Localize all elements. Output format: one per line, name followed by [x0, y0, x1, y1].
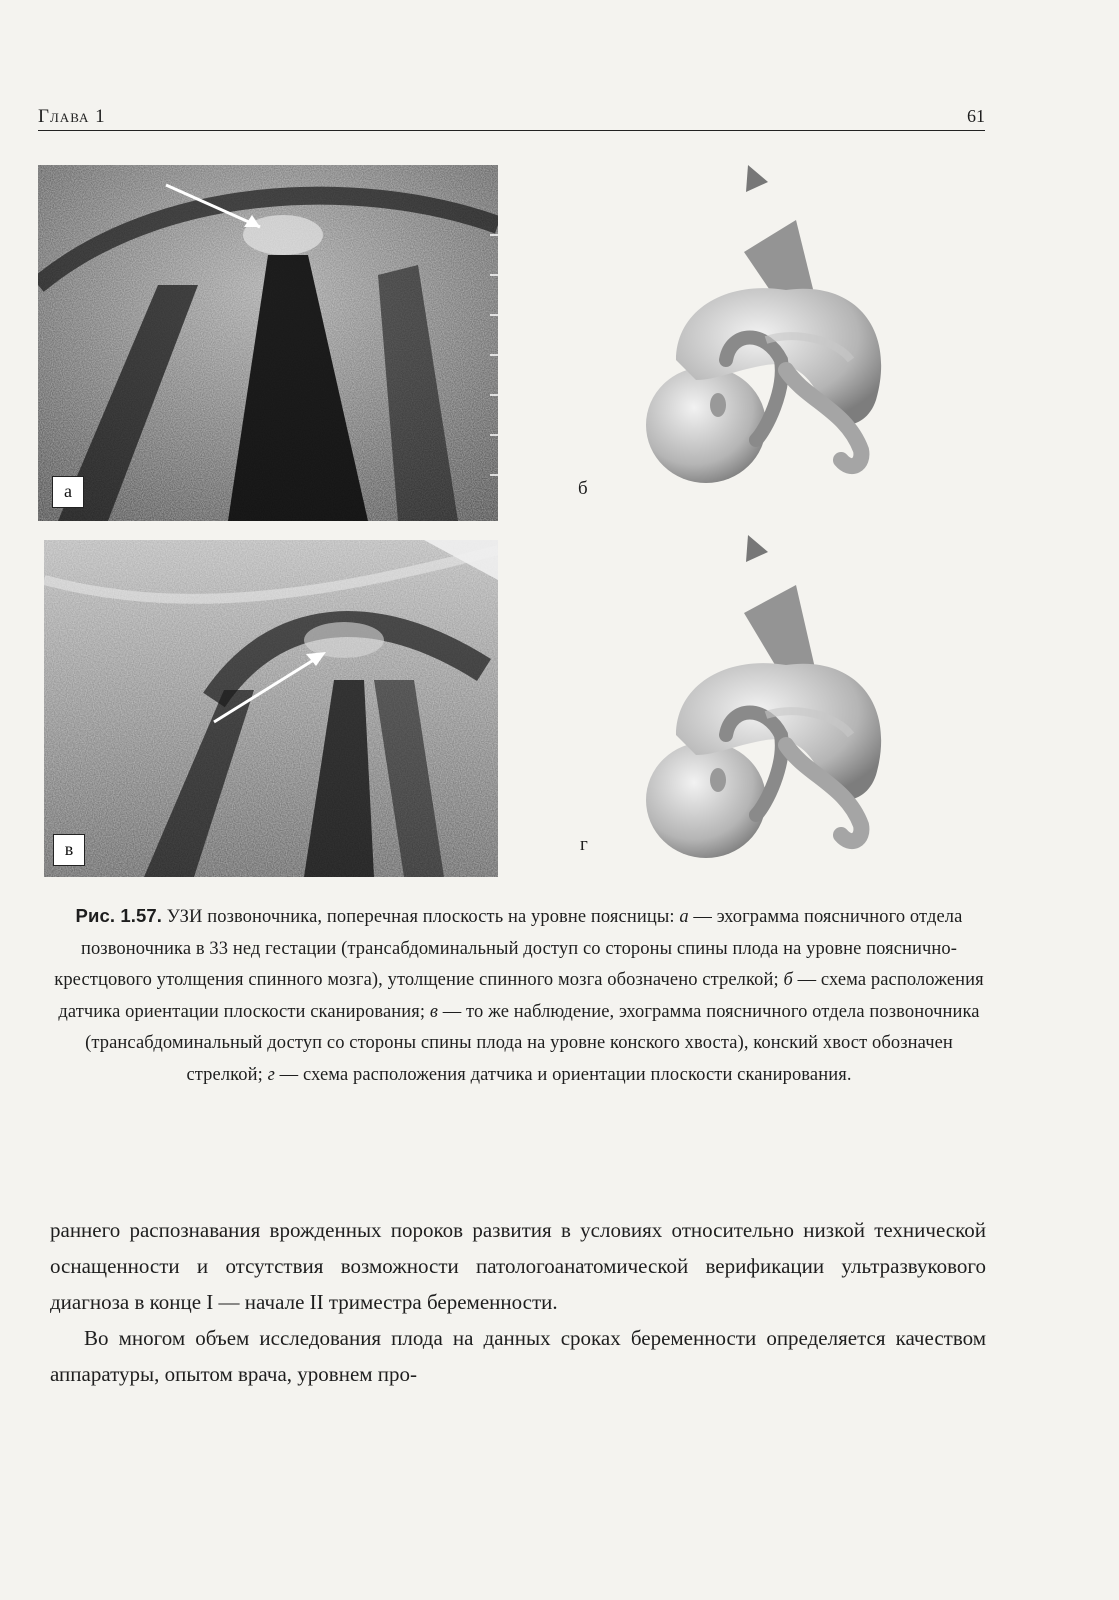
figure-caption [50, 900, 988, 1091]
caption-text-g: — схема расположения датчика и ориентации плоскости сканирования. [274, 1064, 852, 1085]
caption-letter-v: в [429, 1001, 438, 1022]
probe-marker-icon [746, 165, 768, 192]
ultrasound-image-v [44, 540, 498, 877]
chapter-title: Глава 1 [38, 106, 106, 127]
paragraph: Во многом объем исследования плода на данных сроках беременности определяется качеством аппаратуры, опытом врача, уровнем про- [50, 1326, 986, 1386]
probe-marker-icon [746, 535, 768, 562]
caption-letter-a: а [679, 907, 689, 927]
paragraph: раннего распознавания врожденных пороков развития в условиях относительно низкой технической оснащенности и отсутствия возможности патологоанатомической верификации ультразвукового диагноза в конце I — начале II триместра беременности. [50, 1218, 986, 1314]
caption-text-b: — схема расположения датчика ориентации плоскости сканирования; [58, 970, 984, 1022]
page-number: 61 [967, 106, 985, 126]
ultrasound-image-a [38, 165, 498, 521]
caption-text-a: — эхограмма поясничного отдела позвоночника в 33 нед гестации (трансабдоминальный доступ со стороны спины плода на уровне пояснично-крестцового утолщения спинного мозга), утолщение спинного мозга обозначено стрелкой; [54, 907, 963, 990]
body-text [50, 1212, 986, 1392]
caption-text-v: — то же наблюдение, эхограмма поясничного отдела позвоночника (трансабдоминальный доступ со стороны спины плода на уровне конского хвоста), конский хвост обозначен стрелкой; [85, 1001, 980, 1085]
caption-intro: УЗИ позвоночника, поперечная плоскость на уровне поясницы: [161, 907, 680, 927]
fetus-diagram-b [636, 160, 906, 500]
fetus-diagram-g [636, 535, 906, 875]
panel-label-v: в [53, 834, 85, 866]
caption-letter-g: г [267, 1064, 275, 1085]
caption-letter-b: б [783, 970, 793, 990]
panel-label-a: а [52, 476, 84, 508]
panel-label-g: г [580, 834, 588, 855]
running-header [38, 104, 985, 131]
figure-label: Рис. 1.57. [75, 905, 162, 926]
panel-label-b: б [578, 478, 588, 499]
